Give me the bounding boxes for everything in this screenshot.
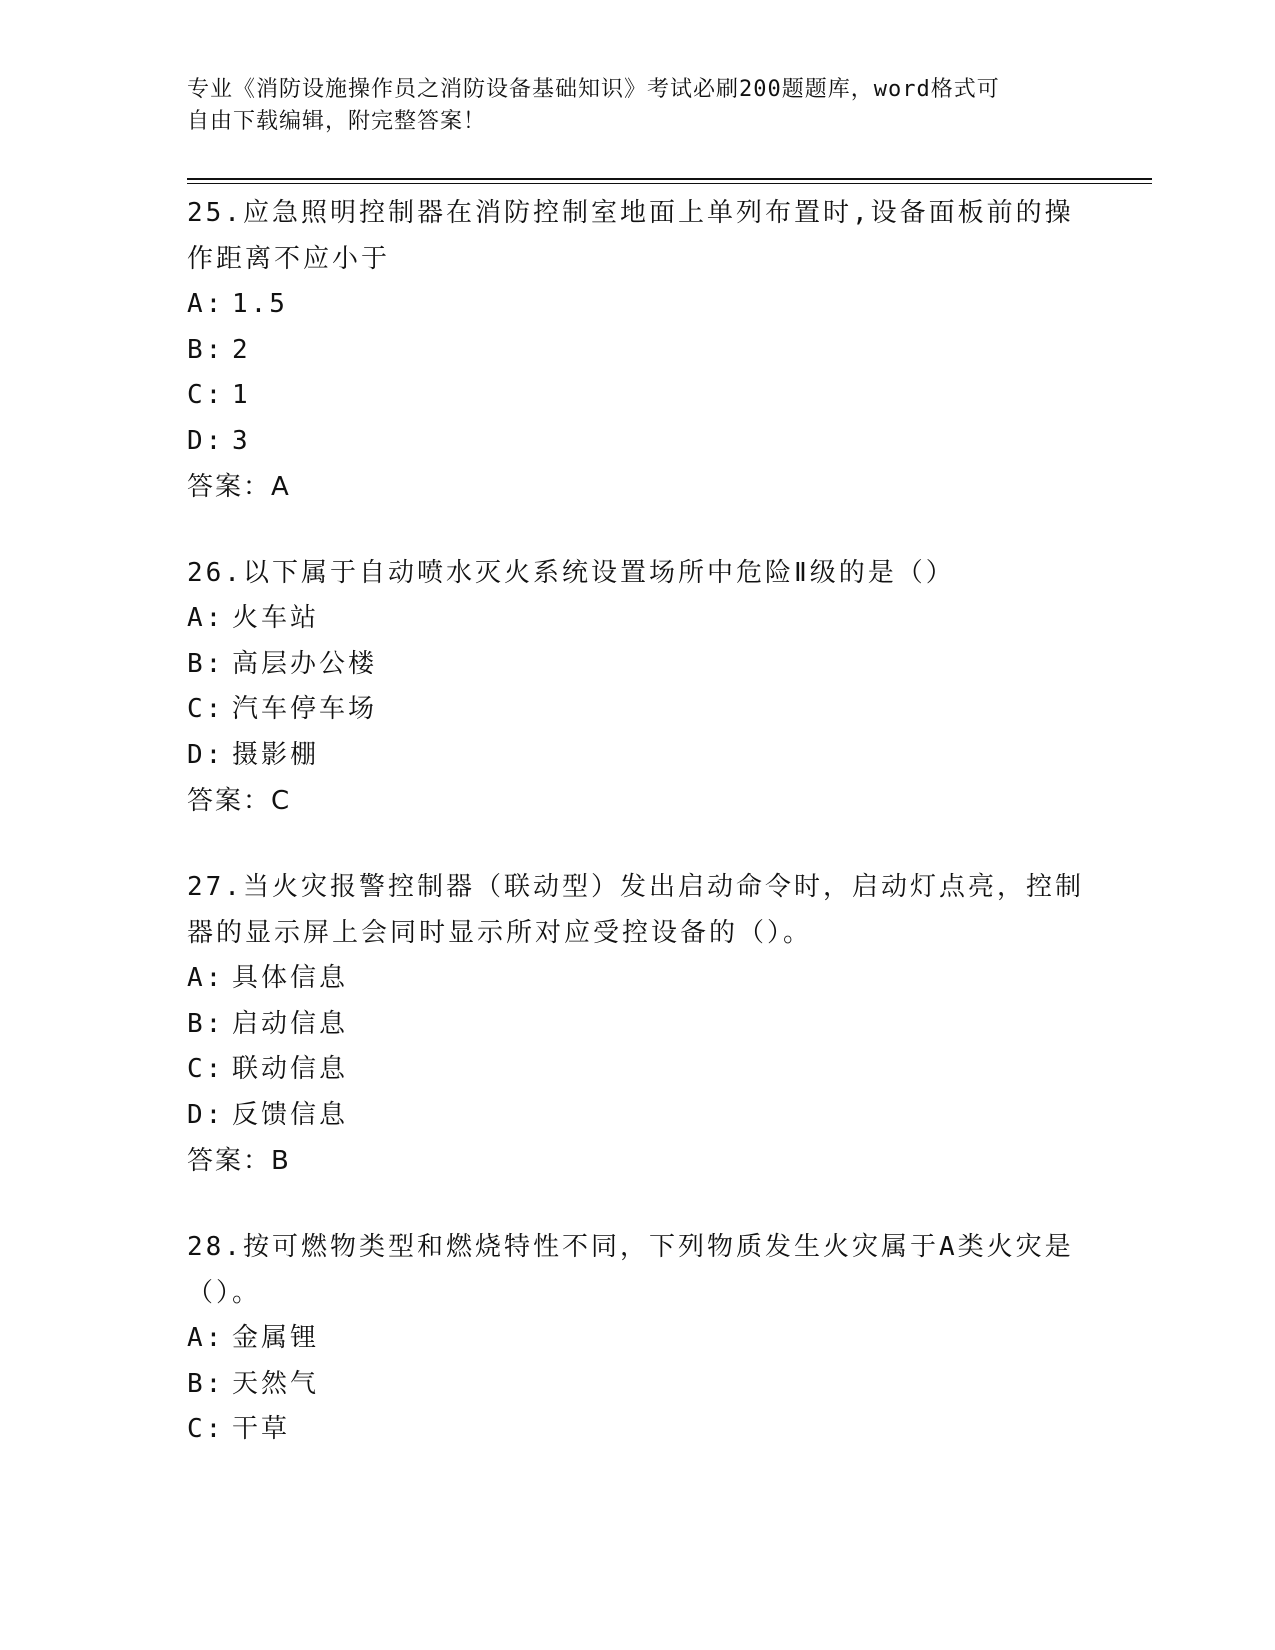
header-line-2: 自由下载编辑，附完整答案！ [187,109,487,134]
answer-option [187,373,1087,419]
option-letter: C: [187,1054,225,1084]
answer-option [187,282,1087,328]
question-stem-line: 28.按可燃物类型和燃烧特性不同，下列物质发生火灾属于A类火灾是 [187,1232,1074,1262]
question-stem-line: 26.以下属于自动喷水灭火系统设置场所中危险Ⅱ级的是（） [187,558,955,588]
header-divider-thick [187,178,1152,180]
answer-option [187,1362,1087,1408]
option-letter: D: [187,1099,225,1130]
option-text: 具体信息 [232,963,349,993]
answer-option [187,733,1087,779]
answer-key: 答案：B [187,1146,291,1176]
answer-option [187,1093,1087,1139]
answer-option [187,419,1087,465]
option-text: 2 [232,334,251,365]
option-text: 反馈信息 [232,1099,349,1130]
option-letter: A: [187,963,225,993]
question-stem-line: 25.应急照明控制器在消防控制室地面上单列布置时,设备面板前的操 [187,198,1074,228]
option-letter: A: [187,289,225,319]
answer-option [187,328,1087,374]
option-letter: D: [187,739,225,770]
option-letter: C: [187,1414,225,1444]
question-stem-line: （）。 [187,1278,262,1308]
option-text: 启动信息 [232,1008,349,1039]
answer-option [187,1002,1087,1048]
answer-option [187,956,1087,1002]
question-block [187,1224,1087,1453]
answer-option [187,687,1087,733]
answer-option [187,1407,1087,1453]
question-stem-line: 27.当火灾报警控制器（联动型）发出启动命令时，启动灯点亮，控制 [187,872,1084,902]
question-list [187,190,1087,1493]
option-letter: B: [187,1008,225,1039]
option-letter: B: [187,334,225,365]
answer-key: 答案：A [187,472,291,502]
answer-option [187,596,1087,642]
option-text: 3 [232,425,251,456]
question-stem-line: 器的显示屏上会同时显示所对应受控设备的（）。 [187,918,813,948]
answer-option [187,1047,1087,1093]
option-letter: A: [187,1323,225,1353]
document-header [187,74,1087,138]
option-letter: A: [187,603,225,633]
question-block [187,550,1087,824]
option-text: 金属锂 [232,1323,320,1353]
option-text: 联动信息 [232,1054,349,1084]
question-stem-line: 作距离不应小于 [187,244,391,274]
answer-option [187,1316,1087,1362]
option-letter: B: [187,648,225,679]
option-text: 摄影棚 [232,739,320,770]
option-letter: C: [187,694,225,724]
answer-option [187,642,1087,688]
option-text: 高层办公楼 [232,648,378,679]
option-letter: D: [187,425,225,456]
answer-key: 答案：C [187,786,292,816]
header-line-1: 专业《消防设施操作员之消防设备基础知识》考试必刷200题题库，word格式可 [187,77,1000,102]
option-text: 汽车停车场 [232,694,378,724]
header-divider-thin [187,183,1152,184]
option-text: 1.5 [232,289,288,319]
option-letter: C: [187,380,225,410]
option-text: 火车站 [232,603,320,633]
option-text: 1 [232,380,251,410]
option-letter: B: [187,1368,225,1399]
question-block [187,190,1087,510]
option-text: 干草 [232,1414,291,1444]
option-text: 天然气 [232,1368,320,1399]
question-block [187,864,1087,1184]
